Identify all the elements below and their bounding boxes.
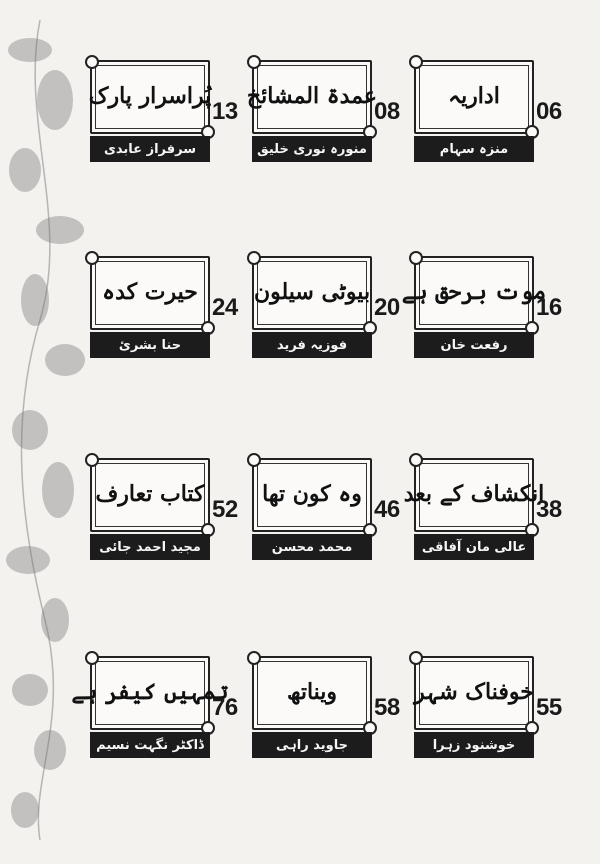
page-number: 46	[374, 496, 400, 523]
entry-author: جاوید راہی	[252, 732, 372, 758]
title-frame	[414, 656, 534, 730]
entry-author: منزہ سہام	[414, 136, 534, 162]
page-number: 20	[374, 294, 400, 321]
page-number: 55	[536, 694, 562, 721]
entry-author: محمد محسن	[252, 534, 372, 560]
toc-entry[interactable]	[403, 458, 584, 578]
toc-entry[interactable]	[252, 458, 422, 578]
page-number: 38	[536, 496, 562, 523]
title-frame	[246, 60, 378, 134]
toc-entry[interactable]	[246, 60, 422, 180]
page-number: 58	[374, 694, 400, 721]
toc-entry[interactable]	[252, 256, 422, 376]
entry-title: پُراسرار پارک	[88, 83, 212, 109]
entry-title: کتاب تعارف	[95, 481, 205, 507]
title-frame	[252, 458, 372, 532]
entry-title: ویناتھ	[286, 679, 338, 705]
title-frame	[403, 458, 545, 532]
page-number: 24	[212, 294, 238, 321]
entry-author: منورہ نوری خلیق	[252, 136, 372, 162]
entry-author: سرفراز عابدی	[90, 136, 210, 162]
title-frame	[90, 60, 210, 134]
title-frame	[252, 256, 372, 330]
entry-title: حیرت کدہ	[102, 279, 198, 305]
entry-author: عالی مان آفاقی	[414, 534, 534, 560]
entry-author: ڈاکٹر نگہت نسیم	[90, 732, 210, 758]
title-frame	[414, 60, 534, 134]
title-frame	[90, 458, 210, 532]
page-number: 13	[212, 98, 238, 125]
entry-title: تمہیں کیفر ہے	[71, 679, 229, 705]
page-number: 16	[536, 294, 562, 321]
entry-title: انکشاف کے بعد	[403, 481, 545, 507]
entry-author: فوزیہ فرید	[252, 332, 372, 358]
title-frame	[252, 656, 372, 730]
title-frame	[401, 256, 547, 330]
entry-author: خوشنود زہرا	[414, 732, 534, 758]
toc-entry[interactable]	[71, 656, 260, 776]
entry-author: حنا بشرئ	[90, 332, 210, 358]
toc-entry[interactable]	[414, 60, 584, 180]
entry-title: اداریہ	[448, 83, 500, 109]
toc-entry[interactable]	[252, 656, 422, 776]
entry-author: رفعت خان	[414, 332, 534, 358]
entry-title: خوفناک شہر	[414, 679, 534, 705]
page-number: 76	[212, 694, 238, 721]
entry-title: بیوٹی سیلون	[253, 279, 371, 305]
toc-entry[interactable]	[90, 458, 260, 578]
entry-title: وہ کون تھا	[262, 481, 362, 507]
toc-entry[interactable]	[414, 656, 584, 776]
toc-entry[interactable]	[401, 256, 584, 376]
toc-entry[interactable]	[90, 256, 260, 376]
title-frame	[90, 256, 210, 330]
page-number: 52	[212, 496, 238, 523]
entry-title: موت برحق ہے	[401, 279, 547, 305]
page-number: 08	[374, 98, 400, 125]
toc-entry[interactable]	[90, 60, 260, 180]
entry-author: مجید احمد جائی	[90, 534, 210, 560]
page-number: 06	[536, 98, 562, 125]
entry-title: عمدۃ المشائخ	[246, 83, 378, 109]
